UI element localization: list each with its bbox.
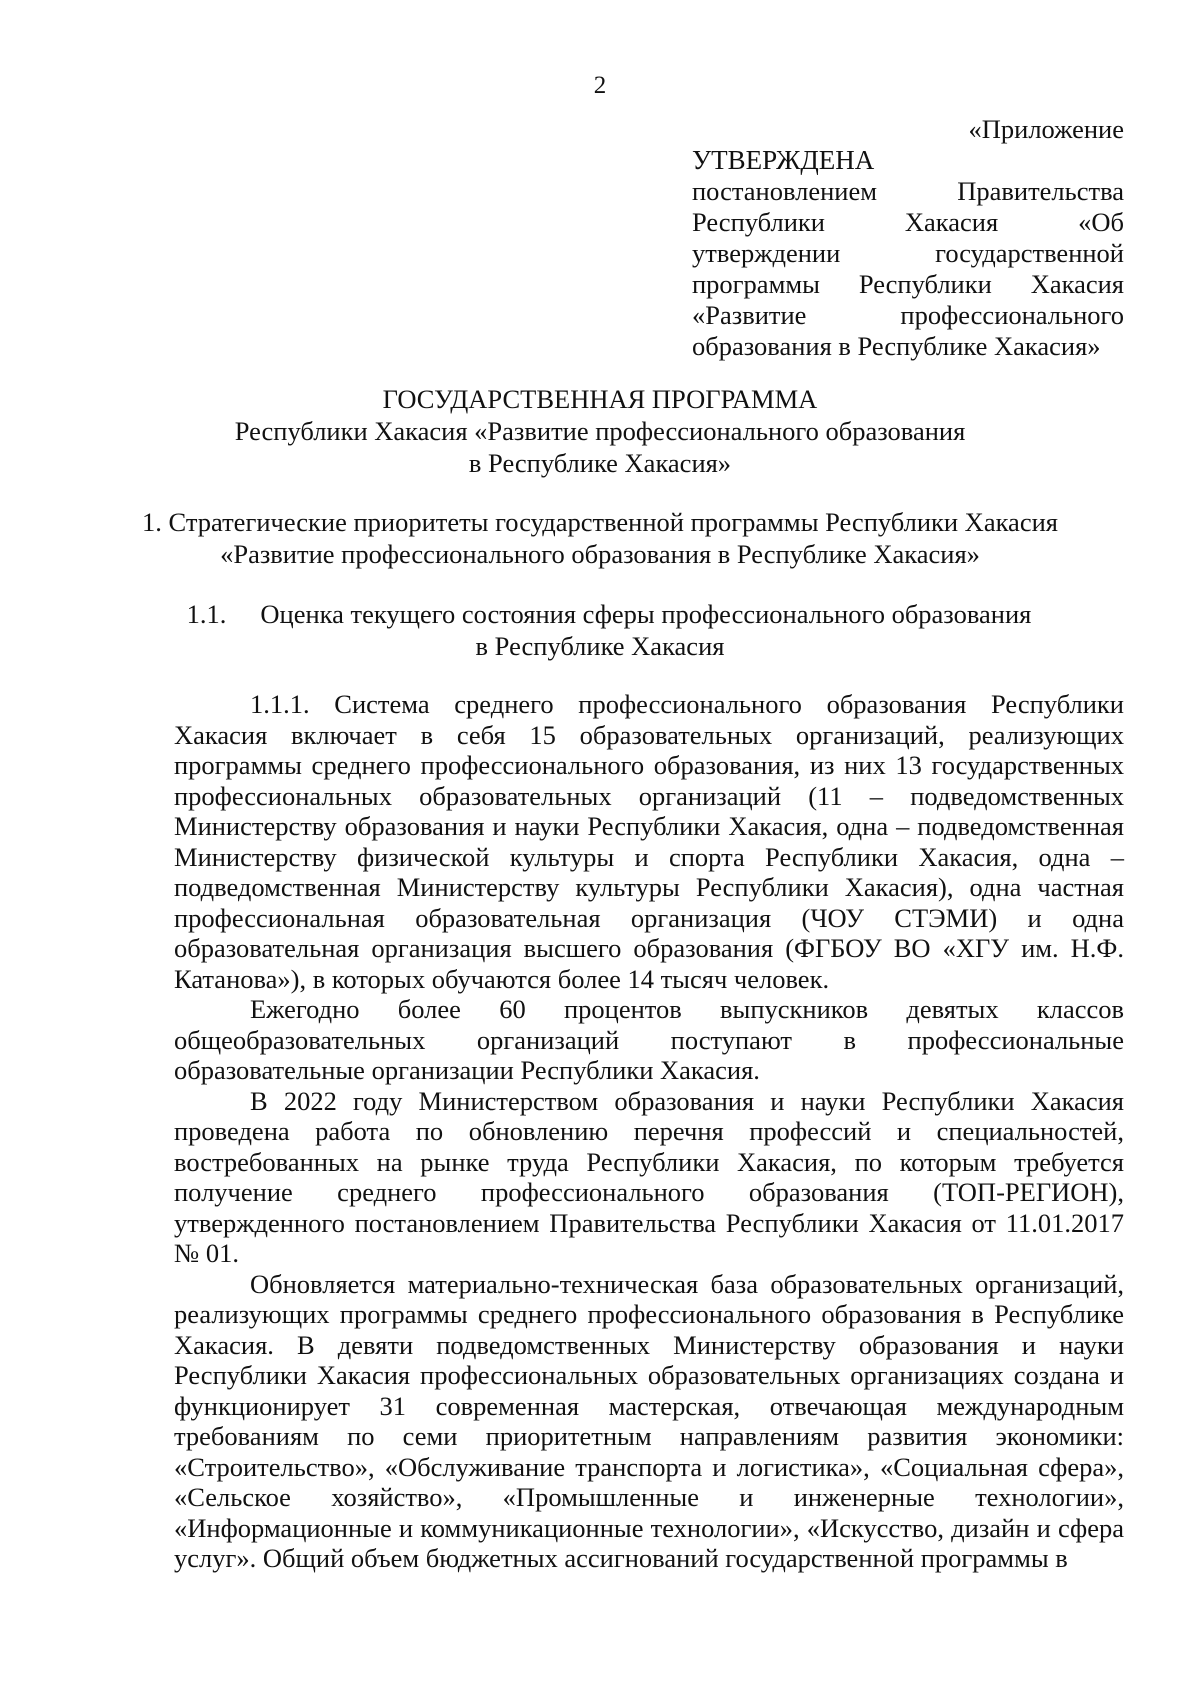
approved-title: УТВЕРЖДЕНА	[692, 145, 875, 175]
subsection-title-text: Оценка текущего состояния сферы профессионального образования	[260, 599, 1032, 629]
program-heading	[0, 383, 1200, 479]
subsection-title-line	[0, 598, 1200, 630]
approval-line: «Развитие профессионального	[692, 300, 1124, 330]
section-heading	[0, 506, 1200, 570]
subsection-heading	[0, 598, 1200, 662]
approval-line: утверждении государственной	[692, 238, 1124, 268]
approval-line: образования в Республике Хакасия»	[692, 331, 1101, 361]
section-title-line: «Развитие профессионального образования в Республике Хакасия»	[220, 539, 980, 569]
approval-line: программы Республики Хакасия	[692, 269, 1124, 299]
paragraph: В 2022 году Министерством образования и науки Республики Хакасия проведена работа по обновлению перечня профессий и специальностей, востребованных на рынке труда Республики Хакасия, по которым требуется получение среднего профессионального образования (ТОП-РЕГИОН), утвержденного постановлением Правительства Республики Хакасия от 11.01.2017 № 01.	[174, 1085, 1124, 1268]
section-title-line: 1. Стратегические приоритеты государственной программы Республики Хакасия	[142, 507, 1058, 537]
body-text	[174, 689, 1124, 1574]
program-subtitle: Республики Хакасия «Развитие профессионального образования	[234, 416, 966, 446]
approval-block	[692, 114, 1124, 362]
page-number: 2	[593, 72, 607, 99]
subsection-title-line: в Республике Хакасия	[475, 631, 725, 661]
annex-label: «Приложение	[968, 114, 1124, 144]
approval-line: Республики Хакасия «Об	[692, 207, 1124, 237]
paragraph: Обновляется материально-техническая база образовательных организаций, реализующих программы среднего профессионального образования в Республике Хакасия. В девяти подведомственных Министерству образования и науки Республики Хакасия профессиональных образовательных организациях создана и функционирует 31 современная мастерская, отвечающая международным требованиям по семи приоритетным направлениям развития экономики: «Строительство», «Обслуживание транспорта и логистика», «Социальная сфера», «Сельское хозяйство», «Промышленные и инженерные технологии», «Информационные и коммуникационные технологии», «Искусство, дизайн и сфера услуг». Общий объем бюджетных ассигнований государственной программы в	[174, 1268, 1124, 1573]
program-subtitle: в Республике Хакасия»	[468, 448, 732, 478]
approval-line: постановлением Правительства	[692, 176, 1124, 206]
program-title: ГОСУДАРСТВЕННАЯ ПРОГРАММА	[382, 384, 818, 414]
subsection-number: 1.1.	[186, 599, 227, 629]
paragraph: 1.1.1. Система среднего профессионального образования Республики Хакасия включает в себя 15 образовательных организаций, реализующих программы среднего профессионального образования, из них 13 государственных профессиональных образовательных организаций (11 – подведомственных Министерству образования и науки Республики Хакасия, одна – подведомственная Министерству физической культуры и спорта Республики Хакасия, одна – подведомственная Министерству культуры Республики Хакасия), одна частная профессиональная образовательная организация (ЧОУ СТЭМИ) и одна образовательная организация высшего образования (ФГБОУ ВО «ХГУ им. Н.Ф. Катанова»), в которых обучаются более 14 тысяч человек.	[174, 689, 1124, 994]
paragraph: Ежегодно более 60 процентов выпускников девятых классов общеобразовательных организаций поступают в профессиональные образовательные организации Республики Хакасия.	[174, 994, 1124, 1085]
